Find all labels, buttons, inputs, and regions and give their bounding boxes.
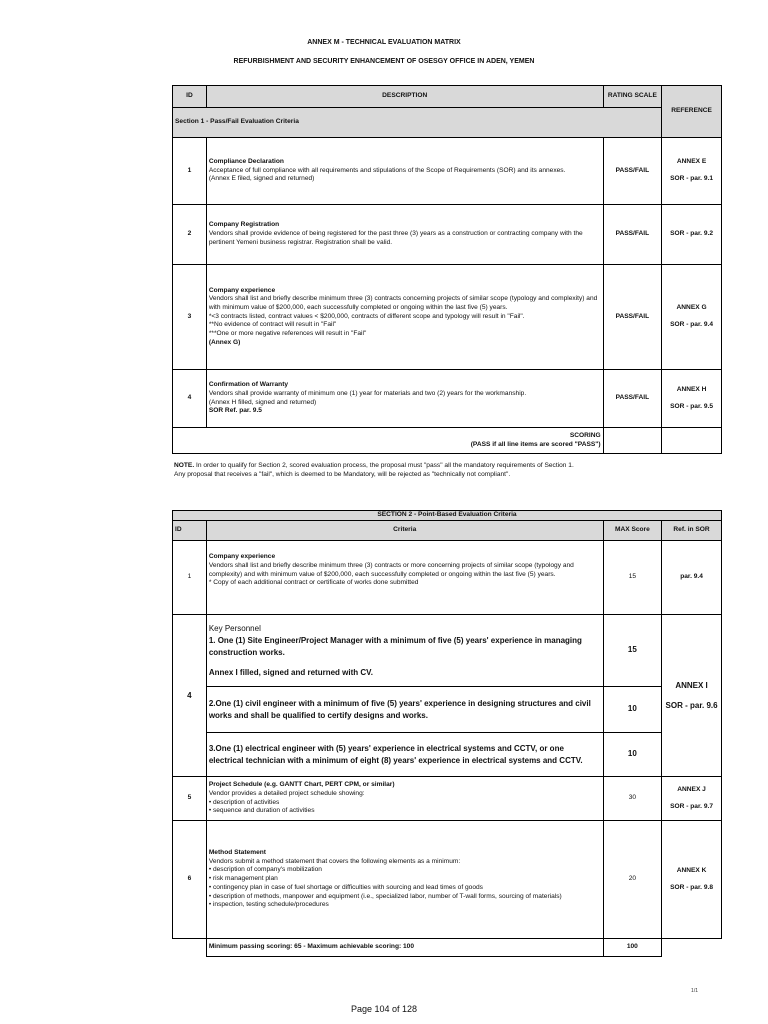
row-text: *<3 contracts listed, contract values < $200,000, contracts of different scope and typology will result in "Fail". (208, 312, 525, 320)
row-max-score: 15 (603, 541, 662, 615)
row-title: Company experience (208, 286, 276, 294)
row-text: ***One or more negative references will result in "Fail" (208, 330, 367, 338)
reference-sor: SOR - par. 9.5 (670, 402, 713, 410)
table-row (173, 541, 722, 615)
personnel-item-2: 2.One (1) civil engineer with a minimum of five (5) years' experience in designing structures and civil works and shall be qualified to certify designs and works. (206, 687, 603, 733)
row-text: Vendors shall list and briefly describe minimum three (3) contracts concerning projects of similar scope (typology and complexity) and with minimum value of $200,000, each successfully completed or ongoing within the last five (5) years. (208, 295, 598, 311)
row-text: (Annex E filed, signed and returned) (208, 175, 315, 183)
row-reference (662, 138, 722, 205)
row-title: Compliance Declaration (208, 157, 284, 165)
row-text: Vendor provides a detailed project schedule showing: (208, 789, 365, 797)
personnel-item-3: 3.One (1) electrical engineer with (5) years' experience in electrical systems and CCTV, or one electrical technician with a minimum of eight (8) years' experience in electrical systems and CCTV. (206, 733, 603, 777)
scoring-value (603, 428, 662, 454)
row-ref-sor: par. 9.4 (662, 541, 722, 615)
total-row (173, 939, 722, 957)
row-max-score: 10 (603, 687, 662, 733)
total-score: 100 (603, 939, 662, 957)
row-text: Vendors submit a method statement that covers the following elements as a minimum: (208, 857, 461, 865)
row-title: Company experience (208, 553, 276, 561)
row-id: 1 (173, 138, 207, 205)
col-header-ref-sor: Ref. in SOR (662, 521, 722, 541)
row-max-score: 30 (603, 777, 662, 821)
reference-annex: ANNEX K (676, 866, 707, 874)
scoring-reference (662, 428, 722, 454)
row-title: Confirmation of Warranty (208, 381, 289, 389)
reference-sor: SOR - par. 9.6 (665, 700, 718, 710)
col-header-id: ID (173, 86, 207, 108)
row-id: 1 (173, 541, 207, 615)
page-counter: 1/1 (691, 988, 698, 994)
row-id: 4 (173, 370, 207, 428)
page-footer: Page 104 of 128 (350, 1004, 418, 1014)
table-row-key-personnel-2 (173, 687, 722, 733)
row-title: Method Statement (208, 849, 266, 857)
row-max-score: 15 (603, 615, 662, 687)
table-row-key-personnel-3 (173, 733, 722, 777)
row-criteria (206, 615, 603, 687)
row-text: * Copy of each additional contract or certificate of works done submitted (208, 579, 419, 587)
note-text: In order to qualify for Section 2, scored evaluation process, the proposal must "pass" all the mandatory requirements of Section 1. (194, 462, 574, 469)
scoring-label: SCORING (569, 431, 601, 439)
row-id: 5 (173, 777, 207, 821)
row-text: (Annex H filled, signed and returned) (208, 398, 317, 406)
table-row (173, 138, 722, 205)
row-text: **No evidence of contract will result in "Fail" (208, 321, 337, 329)
row-text: • description of activities (208, 798, 280, 806)
row-rating: PASS/FAIL (603, 138, 662, 205)
row-rating: PASS/FAIL (603, 370, 662, 428)
section1-title: Section 1 - Pass/Fail Evaluation Criteria (173, 108, 662, 138)
reference-annex: ANNEX I (675, 680, 708, 690)
total-spacer (173, 939, 207, 957)
note-paragraph (174, 462, 720, 480)
row-description (206, 370, 603, 428)
scoring-note: (PASS if all line items are scored "PASS") (470, 440, 601, 448)
row-max-score: 20 (603, 821, 662, 939)
row-text: • description of company's mobilization (208, 866, 322, 874)
row-text: • contingency plan in case of fuel shortage or difficulties with sourcing and lead times of goods (208, 883, 483, 891)
row-title: Key Personnel (208, 623, 261, 633)
scoring-row (173, 428, 722, 454)
personnel-item-1-annex: Annex I filled, signed and returned with CV. (208, 667, 373, 677)
table-row (173, 821, 722, 939)
row-title: Project Schedule (e.g. GANTT Chart, PERT CPM, or similar) (208, 781, 395, 789)
row-text: • description of methods, manpower and equipment (i.e., specialized labor, number of T-wall forms, sourcing of materials) (208, 892, 562, 900)
section1-table (172, 85, 722, 454)
col-header-criteria: Criteria (206, 521, 603, 541)
document-title: ANNEX M - TECHNICAL EVALUATION MATRIX (307, 39, 461, 46)
row-reference: SOR - par. 9.2 (662, 205, 722, 265)
personnel-item-1: 1. One (1) Site Engineer/Project Manager with a minimum of five (5) years' experience in managing construction works. (208, 635, 582, 657)
col-header-id: ID (173, 521, 207, 541)
row-ref-sor (662, 615, 722, 777)
row-id: 4 (173, 615, 207, 777)
reference-sor: SOR - par. 9.4 (670, 321, 713, 328)
col-header-reference: REFERENCE (662, 86, 722, 138)
table-row (173, 777, 722, 821)
row-ref-sor (662, 821, 722, 939)
row-description (206, 205, 603, 265)
total-ref (662, 939, 722, 957)
row-text: Vendors shall provide evidence of being registered for the past three (3) years as a construction or contracting company with the pertinent Yemeni business registrar. Registration shall be valid. (208, 230, 583, 246)
table-row (173, 205, 722, 265)
row-reference (662, 265, 722, 370)
col-header-description: DESCRIPTION (206, 86, 603, 108)
row-criteria (206, 821, 603, 939)
reference-annex: ANNEX E (676, 158, 707, 166)
row-ref-sor (662, 777, 722, 821)
row-criteria (206, 541, 603, 615)
row-text: • inspection, testing schedule/procedures (208, 901, 329, 909)
row-text: • risk management plan (208, 875, 278, 883)
reference-sor: SOR - par. 9.7 (670, 802, 713, 810)
total-label: Minimum passing scoring: 65 - Maximum achievable scoring: 100 (206, 939, 603, 957)
reference-annex: ANNEX G (676, 304, 707, 312)
table-row (173, 370, 722, 428)
reference-sor: SOR - par. 9.1 (670, 175, 713, 182)
row-reference (662, 370, 722, 428)
note-prefix: NOTE. (174, 462, 195, 469)
col-header-max-score: MAX Score (603, 521, 662, 541)
row-id: 3 (173, 265, 207, 370)
row-text: Vendors shall provide warranty of minimum one (1) year for materials and two (2) years for the workmanship. (208, 389, 527, 397)
row-text: Vendors shall list and briefly describe minimum three (3) contracts or more concerning projects of similar scope (typology and complexity) and with minimum value of $200,000, each successfully completed or ongoing within the last five (5) years. (208, 561, 574, 578)
document-subtitle: REFURBISHMENT AND SECURITY ENHANCEMENT OF OSESGY OFFICE IN ADEN, YEMEN (233, 58, 535, 65)
reference-sor: SOR - par. 9.8 (670, 883, 713, 891)
reference-annex: ANNEX J (677, 785, 706, 793)
row-text: • sequence and duration of activities (208, 807, 315, 815)
reference-annex: ANNEX H (676, 385, 707, 393)
section2-table (172, 510, 722, 957)
row-text: (Annex G) (208, 338, 241, 346)
row-text: SOR Ref. par. 9.5 (208, 407, 262, 415)
row-id: 6 (173, 821, 207, 939)
table-row (173, 265, 722, 370)
row-description (206, 138, 603, 205)
row-text: Acceptance of full compliance with all requirements and stipulations of the Scope of Requirements (SOR) and its annexes. (208, 166, 566, 174)
scoring-label-cell (173, 428, 604, 454)
row-criteria (206, 777, 603, 821)
row-rating: PASS/FAIL (603, 205, 662, 265)
section2-title: SECTION 2 - Point-Based Evaluation Criteria (173, 511, 722, 521)
row-description (206, 265, 603, 370)
row-title: Company Registration (208, 221, 280, 229)
table-row-key-personnel (173, 615, 722, 687)
note-text-2: Any proposal that receives a "fail", which is deemed to be Mandatory, will be rejected as "technically not compliant". (174, 470, 511, 478)
row-id: 2 (173, 205, 207, 265)
row-max-score: 10 (603, 733, 662, 777)
col-header-rating: RATING SCALE (603, 86, 662, 108)
row-rating: PASS/FAIL (603, 265, 662, 370)
